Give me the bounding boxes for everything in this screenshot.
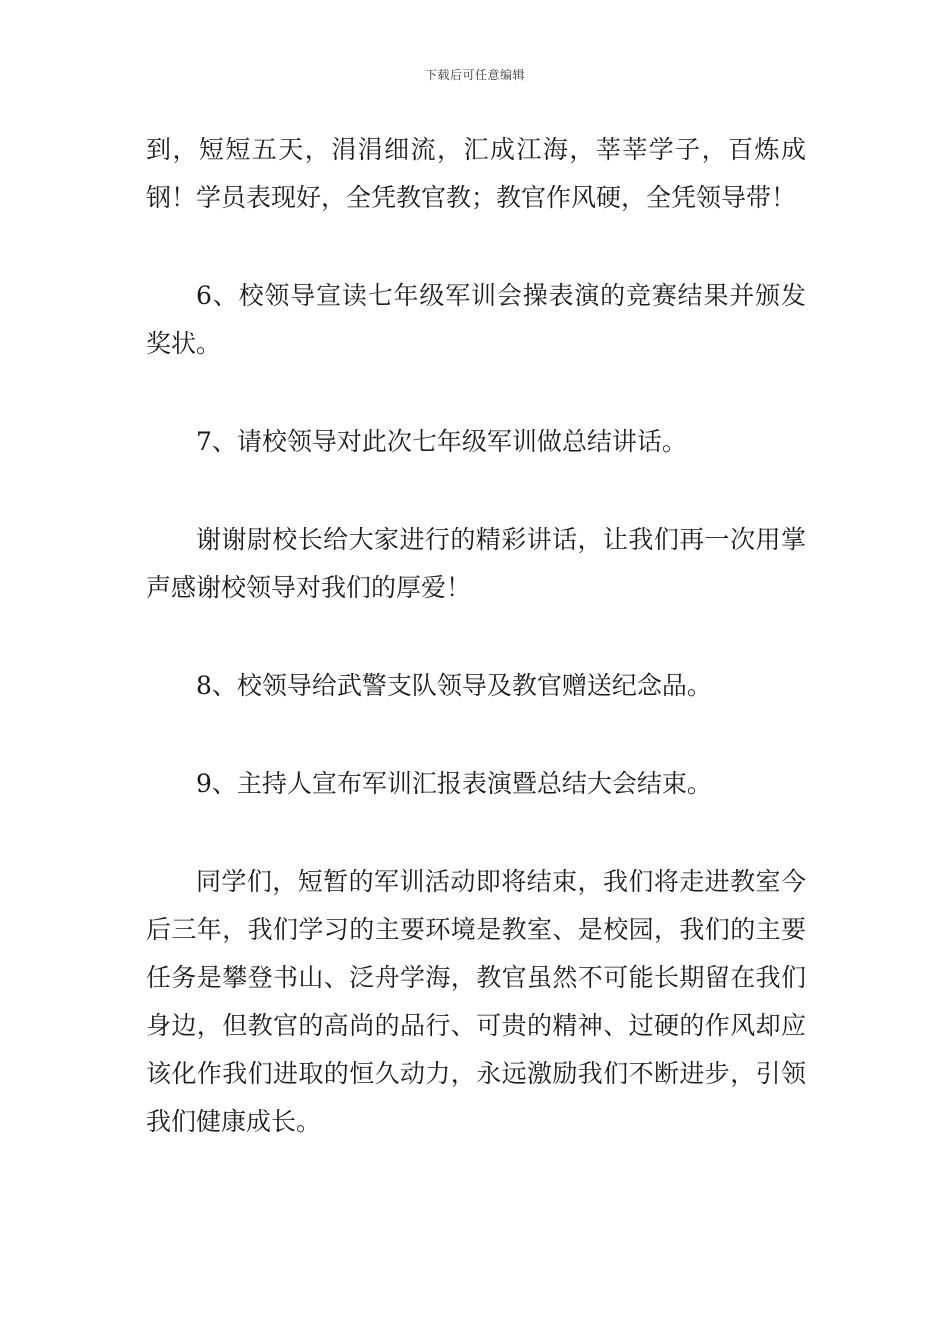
paragraph-3: 7、请校领导对此次七年级军训做总结讲话。 — [196, 427, 687, 456]
document-body — [146, 126, 806, 1146]
paragraph-2: 6、校领导宣读七年级军训会操表演的竞赛结果并颁发奖状。 — [146, 281, 806, 358]
paragraph-gap — [146, 710, 806, 760]
paragraph-6: 9、主持人宣布军训汇报表演暨总结大会结束。 — [196, 769, 712, 798]
paragraph-gap — [146, 612, 806, 662]
paragraph-1: 到，短短五天，涓涓细流，汇成江海，莘莘学子，百炼成钢！学员表现好，全凭教官教；教官作风硬，全凭领导带！ — [146, 135, 806, 212]
paragraph-gap — [146, 808, 806, 858]
paragraph-gap — [146, 368, 806, 418]
paragraph-7: 同学们，短暂的军训活动即将结束，我们将走进教室今后三年，我们学习的主要环境是教室、是校园，我们的主要任务是攀登书山、泛舟学海，教官虽然不可能长期留在我们身边，但教官的高尚的品行、可贵的精神、过硬的作风却应该化作我们进取的恒久动力，永远激励我们不断进步，引领我们健康成长。 — [146, 867, 806, 1136]
paragraph-gap — [146, 222, 806, 272]
paragraph-gap — [146, 466, 806, 516]
paragraph-5: 8、校领导给武警支队领导及教官赠送纪念品。 — [196, 671, 712, 700]
page-header: 下载后可任意编辑 — [424, 68, 525, 82]
paragraph-4: 谢谢尉校长给大家进行的精彩讲话，让我们再一次用掌声感谢校领导对我们的厚爱！ — [146, 525, 806, 602]
